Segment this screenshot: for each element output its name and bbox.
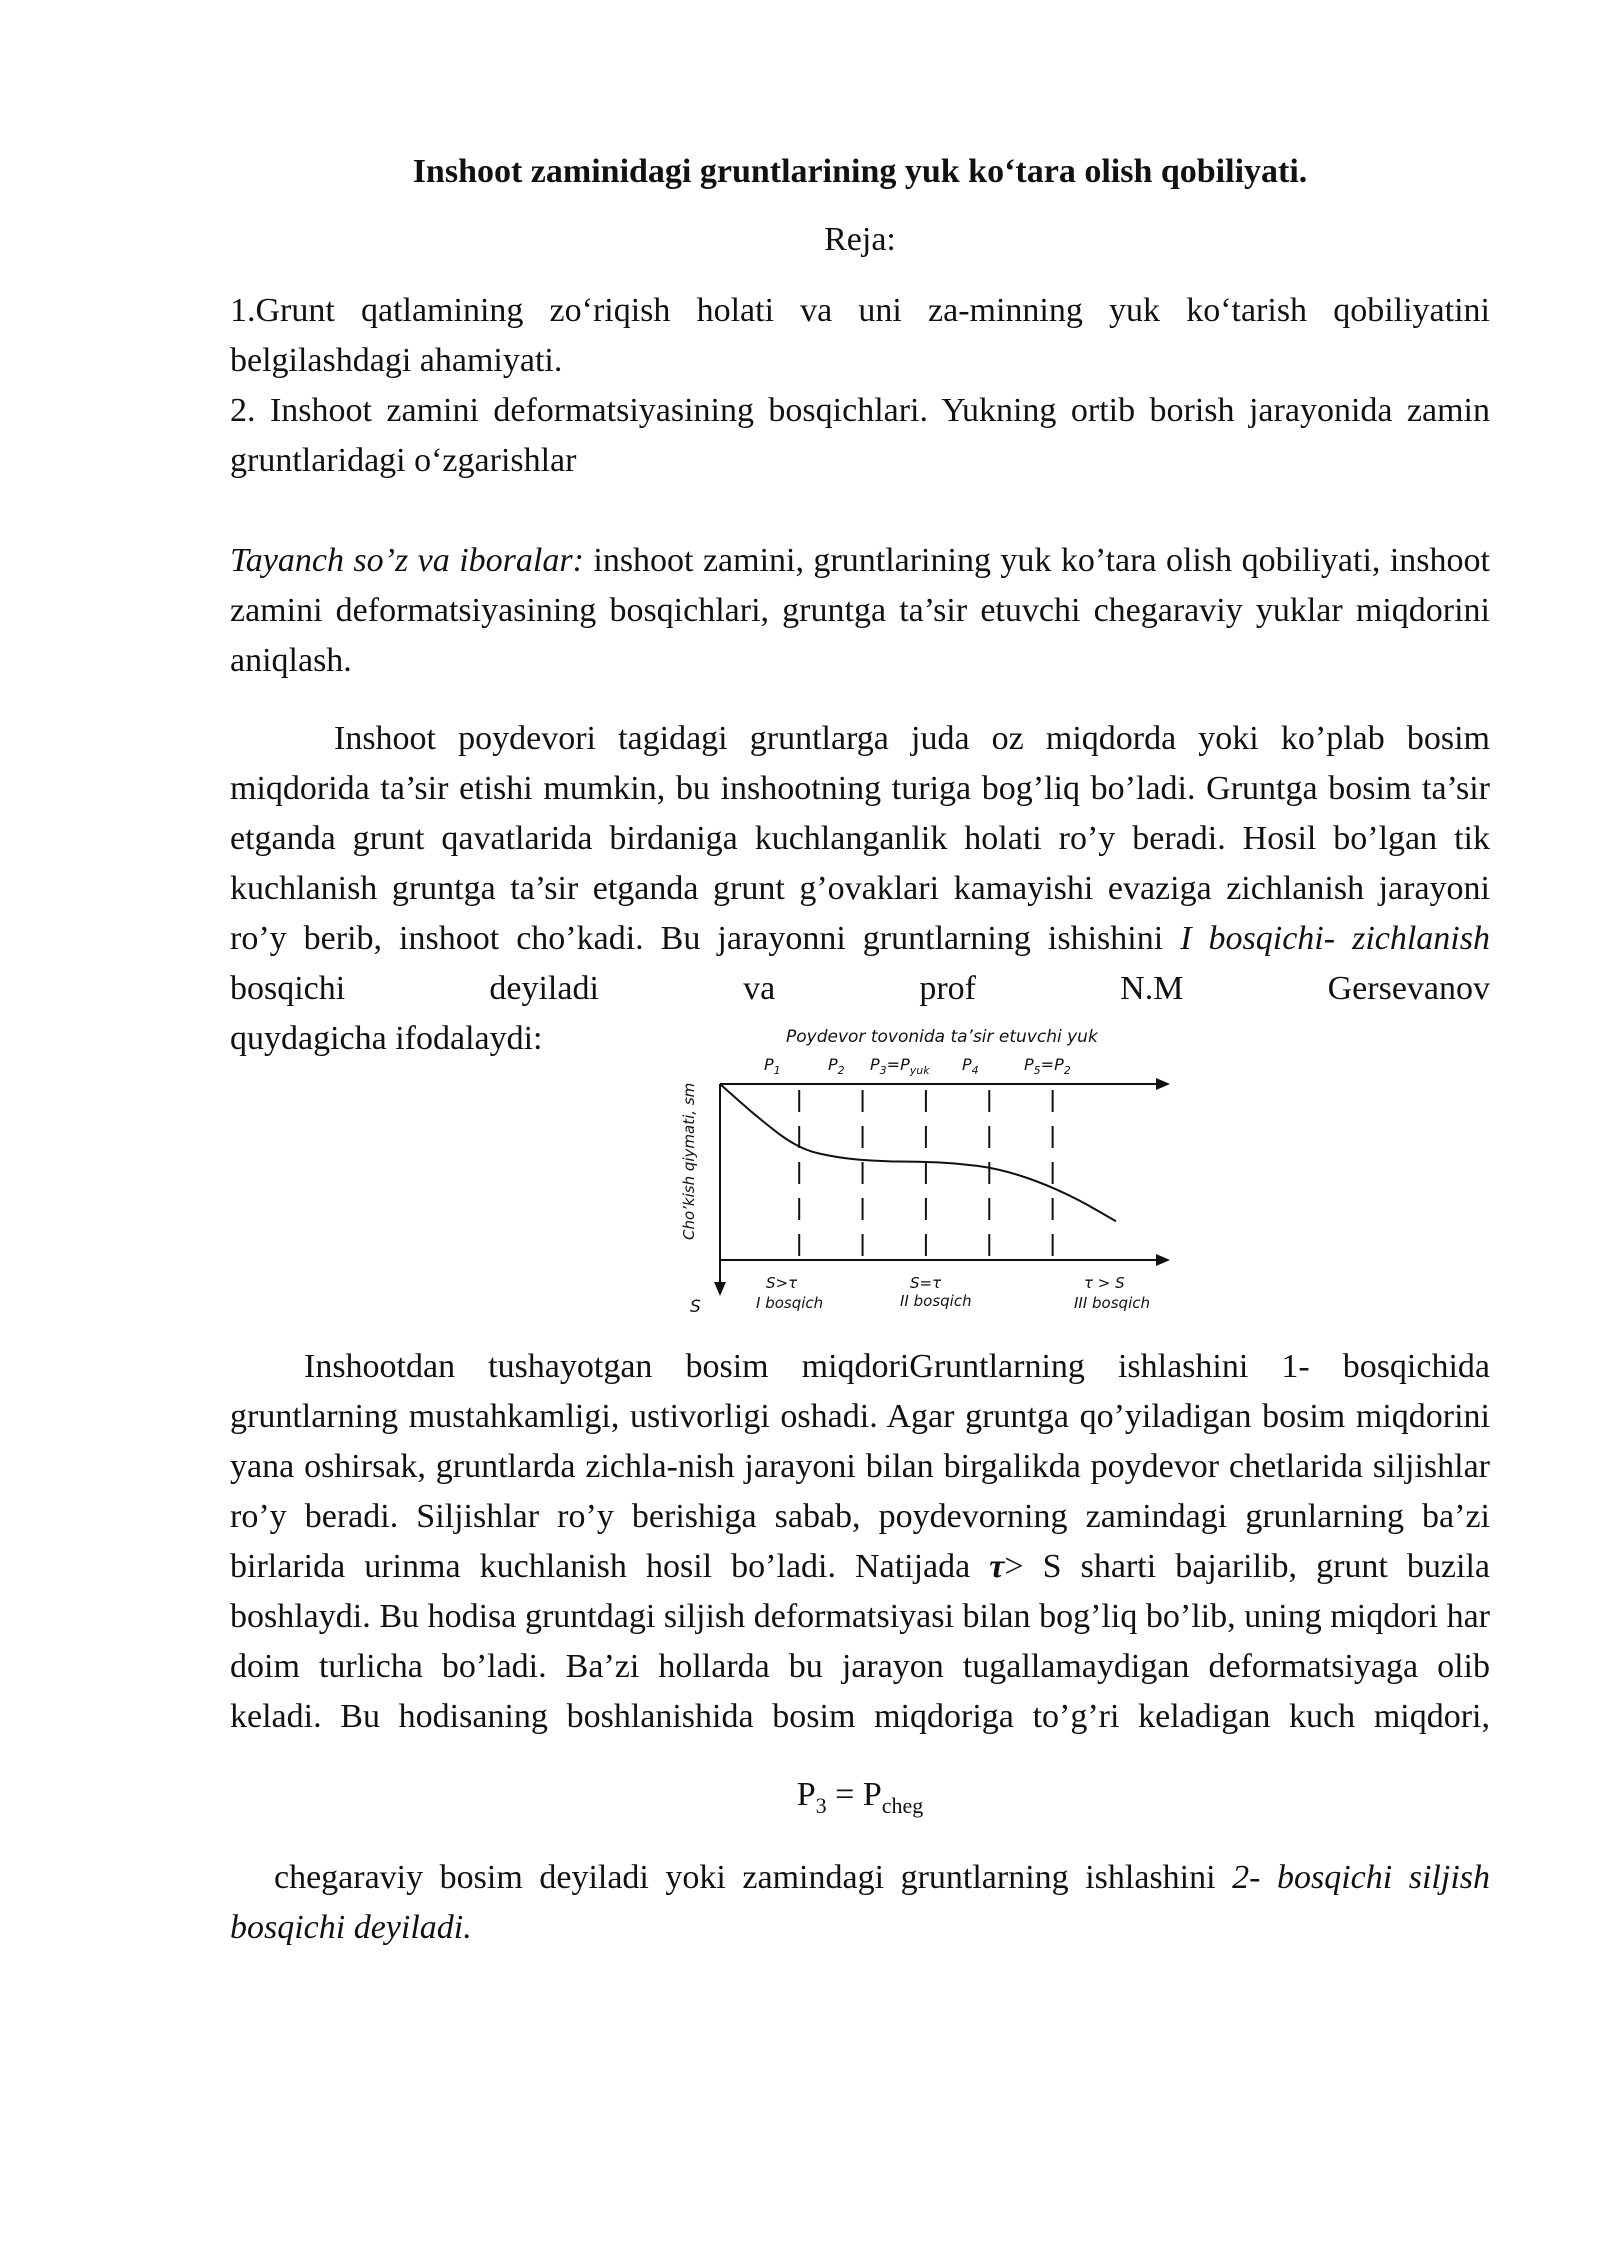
paragraph-1 xyxy=(230,714,1490,1014)
figure-row xyxy=(230,1014,1490,1318)
plan-item-1: 1.Grunt qatlamining zo‘riqish holati va uni za-minning yuk ko‘tarish qobiliyatini belgilashdagi ahamiyati. xyxy=(230,292,1490,380)
load-label-p1: $P_1$ xyxy=(764,1055,781,1078)
load-label-p2: $P_2$ xyxy=(828,1055,845,1078)
stage-2-name: II bosqich xyxy=(900,1292,972,1311)
settlement-axis-arrow xyxy=(714,1282,726,1296)
paragraph-1-text: Inshoot poydevori tagidagi gruntlarga juda oz miqdorda yoki ko’plab bosim miqdorida ta’sir etishi mumkin, bu inshootning turiga bog’liq bo’ladi. Gruntga bosim ta’sir etganda grunt qavatlarida birdaniga kuchlanganlik holati ro’y beradi. Hosil bo’lgan tik kuchlanish gruntga ta’sir etganda grunt g’ovaklari kamayishi evaziga zichlanish jarayoni ro’y berib, inshoot cho’kadi. Bu jarayonni gruntlarning ishishini xyxy=(230,720,1490,958)
tau-symbol: τ xyxy=(989,1548,1005,1586)
stage-baseline-arrow xyxy=(1156,1254,1170,1266)
formula-rhs: = P xyxy=(826,1776,882,1814)
keywords-text: inshoot zamini, gruntlarining yuk ko’tara olish qobiliyati, inshoot zamini deformatsiyasining bosqichlari, gruntga ta’sir etuvchi chegaraviy yuklar miqdorini aniqlash. xyxy=(230,542,1490,680)
document-title: Inshoot zaminidagi gruntlarining yuk ko‘tara olish qobiliyati. xyxy=(412,153,1308,190)
document-page xyxy=(230,150,1490,1953)
formula-lhs-sub: 3 xyxy=(815,1793,827,1819)
settlement-axis-letter: S xyxy=(690,1297,701,1318)
keywords-paragraph xyxy=(230,536,1490,686)
load-lines xyxy=(799,1090,1052,1260)
stage-1-condition: S>τ xyxy=(766,1274,798,1293)
spacer xyxy=(230,486,1490,536)
paragraph-1-italic: I bosqichi- zichlanish xyxy=(1180,920,1490,958)
load-label-p4: $P_4$ xyxy=(962,1055,979,1078)
paragraph-1-last-line: quydagicha ifodalaydi: xyxy=(230,1020,543,1058)
settlement-curve xyxy=(720,1084,1116,1221)
plan-heading: Reja: xyxy=(824,221,896,259)
load-label-p3: $P_3=P_{yuk}$ xyxy=(870,1055,930,1078)
stage-3-name: III bosqich xyxy=(1074,1294,1150,1313)
formula-lhs: P xyxy=(796,1776,816,1814)
stage-3-condition: τ > S xyxy=(1084,1274,1125,1293)
formula xyxy=(230,1776,1490,1819)
paragraph-3 xyxy=(230,1853,1490,1953)
plan-item-2: 2. Inshoot zamini deformatsiyasining bosqichlari. Yukning ortib borish jarayonida zamin gruntlaridagi o‘zgarishlar xyxy=(230,392,1490,480)
keywords-label: Tayanch so’z va iboralar: xyxy=(230,542,584,580)
stage-1-name: I bosqich xyxy=(756,1294,824,1313)
formula-rhs-sub: cheg xyxy=(881,1793,924,1819)
load-axis-arrow xyxy=(1156,1078,1170,1090)
chart-title: Poydevor tovonida ta’sir etuvchi yuk xyxy=(786,1027,1098,1048)
load-label-p5: $P_5=P_2$ xyxy=(1024,1055,1071,1078)
settlement-chart xyxy=(656,1020,1176,1320)
paragraph-2-text: Inshootdan tushayotgan bosim miqdoriGruntlarning ishlashini 1- bosqichida gruntlarning mustahkamligi, ustivorligi oshadi. Agar gruntga qo’yiladigan bosim miqdorini yana oshirsak, gruntlarda zichla-nish jarayoni bilan birgalikda poydevor chetlarida siljishlar ro’y beradi. Siljishlar ro’y berishiga sabab, poydevorning zamindagi grunlarning ba’zi birlarida urinma kuchlanish hosil bo’ladi. Natijada xyxy=(230,1348,1490,1586)
settlement-axis-label: Cho’kish qiymati, sm xyxy=(680,1083,698,1241)
paragraph-2 xyxy=(230,1342,1490,1742)
paragraph-2-text-end: > S sharti bajarilib, grunt buzila boshlaydi. Bu hodisa gruntdagi siljish deformatsiyasi bilan bog’liq bo’lib, uning miqdori har doim turlicha bo’ladi. Ba’zi hollarda bu jarayon tugallamaydigan deformatsiyaga olib keladi. Bu hodisaning boshlanishida bosim miqdoriga to’g’ri keladigan kuch miqdori, xyxy=(230,1548,1490,1736)
stage-2-condition: S=τ xyxy=(910,1274,942,1293)
paragraph-1-text-end: bosqichi deyiladi va prof N.M Gersevanov xyxy=(230,970,1490,1008)
paragraph-3-italic: 2- bosqichi siljish bosqichi deyiladi. xyxy=(230,1859,1490,1947)
paragraph-3-text: chegaraviy bosim deyiladi yoki zamindagi gruntlarning ishlashini xyxy=(274,1859,1233,1897)
